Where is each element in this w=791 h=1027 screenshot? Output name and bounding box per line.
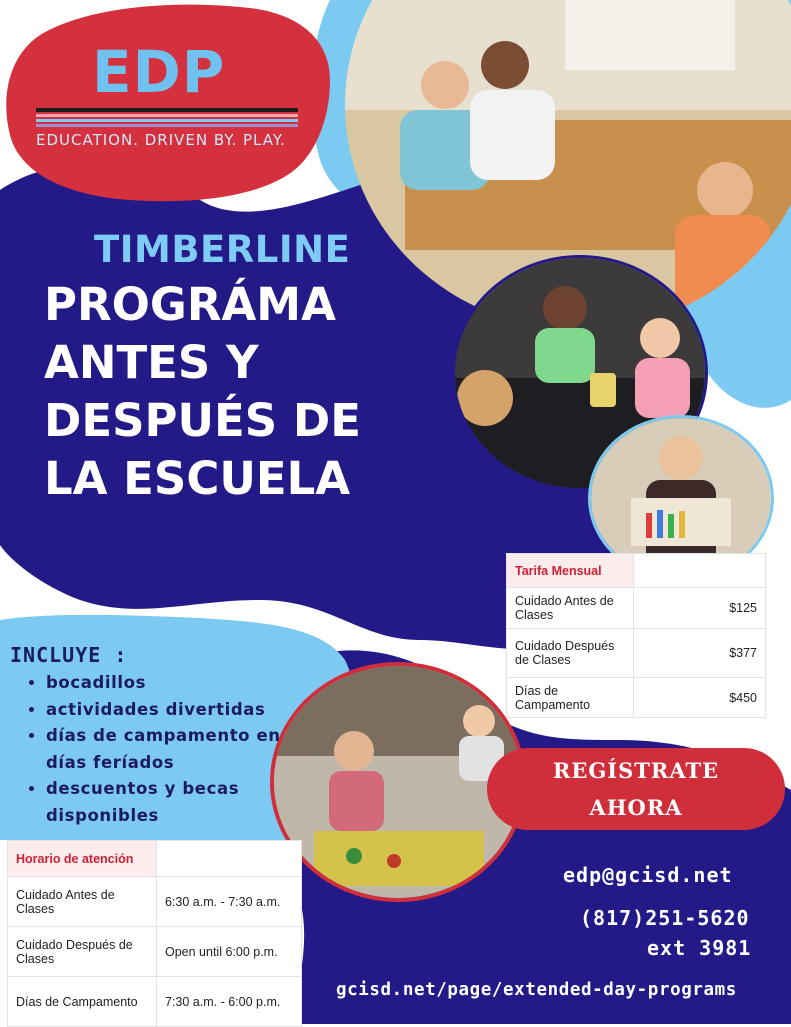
table-row: [8, 877, 302, 927]
hours-value: Open until 6:00 p.m.: [157, 927, 302, 977]
list-item: • descuentos y becas disponibles: [46, 776, 276, 829]
hours-table: [7, 840, 302, 1027]
hours-label: Cuidado Después de Clases: [8, 927, 157, 977]
fee-value: $450: [634, 678, 766, 718]
table-row: [507, 678, 766, 718]
register-line-2: AHORA: [589, 795, 683, 820]
hours-value: 7:30 a.m. - 6:00 p.m.: [157, 977, 302, 1027]
hours-value: 6:30 a.m. - 7:30 a.m.: [157, 877, 302, 927]
headline-line-2: ANTES Y: [44, 336, 259, 389]
headline-line-4: LA ESCUELA: [44, 452, 351, 505]
register-line-1: REGÍSTRATE: [552, 758, 720, 783]
headline-line-1: PROGRÁMA: [44, 278, 336, 331]
fee-label: Cuidado Después de Clases: [507, 629, 634, 678]
table-row: [507, 588, 766, 629]
fee-label: Días de Campamento: [507, 678, 634, 718]
fees-table: [506, 553, 766, 718]
table-row: [507, 554, 766, 588]
includes-title: INCLUYE :: [10, 643, 128, 667]
logo-title: EDP: [92, 38, 226, 106]
list-item: • actividades divertidas: [46, 697, 336, 724]
register-now-button[interactable]: [487, 748, 785, 830]
fee-label: Cuidado Antes de Clases: [507, 588, 634, 629]
school-name: TIMBERLINE: [94, 228, 351, 271]
hours-header: Horario de atención: [8, 841, 157, 877]
logo-tagline: EDUCATION. DRIVEN BY. PLAY.: [36, 131, 286, 149]
table-row: [8, 977, 302, 1027]
table-row: [507, 629, 766, 678]
hours-label: Cuidado Antes de Clases: [8, 877, 157, 927]
fees-header: Tarifa Mensual: [507, 554, 634, 588]
list-item: • días de campamento en días feríados: [46, 723, 286, 776]
includes-list: [22, 670, 336, 829]
fee-value: $377: [634, 629, 766, 678]
headline-line-3: DESPUÉS DE: [44, 394, 361, 447]
contact-email[interactable]: edp@gcisd.net: [563, 863, 733, 887]
table-row: [8, 927, 302, 977]
table-row: [8, 841, 302, 877]
contact-phone[interactable]: (817)251-5620: [580, 906, 750, 930]
program-headline: [44, 276, 361, 508]
list-item: • bocadillos: [46, 670, 336, 697]
contact-ext: ext 3981: [647, 936, 752, 960]
program-website-link[interactable]: gcisd.net/page/extended-day-programs: [336, 980, 737, 1000]
hours-label: Días de Campamento: [8, 977, 157, 1027]
fee-value: $125: [634, 588, 766, 629]
